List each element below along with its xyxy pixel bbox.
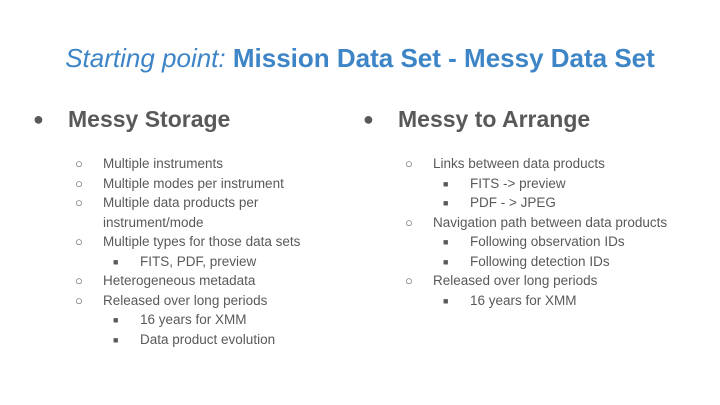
hollow-circle-bullet-icon: ○	[75, 292, 83, 308]
list-item-continuation	[33, 213, 333, 233]
list-item	[33, 232, 333, 252]
square-bullet-icon: ■	[443, 198, 449, 208]
list-item-text: FITS -> preview	[470, 175, 566, 191]
hollow-circle-bullet-icon: ○	[75, 234, 83, 249]
list-subitem	[33, 252, 333, 272]
list-subitem	[363, 291, 663, 311]
list-item	[33, 291, 333, 311]
list-item-text: Multiple types for those data sets	[103, 234, 301, 249]
slide-title	[0, 38, 720, 78]
left-heading-text: Messy Storage	[68, 106, 231, 132]
list-subitem	[33, 330, 333, 350]
left-bullet-list	[33, 154, 333, 349]
square-bullet-icon: ■	[443, 256, 449, 267]
list-subitem	[363, 174, 663, 194]
list-subitem	[363, 252, 663, 272]
list-item	[33, 174, 333, 194]
square-bullet-icon: ■	[443, 237, 449, 247]
list-item-text: Multiple data products per	[103, 195, 259, 210]
list-item-text: Released over long periods	[433, 273, 598, 288]
title-lead: Starting point:	[65, 43, 226, 73]
list-item-text: Heterogeneous metadata	[103, 273, 256, 288]
list-item-text: Released over long periods	[103, 292, 268, 308]
list-item	[33, 154, 333, 174]
list-item-text: 16 years for XMM	[140, 312, 247, 327]
list-item-text: Multiple modes per instrument	[103, 175, 284, 191]
list-item-text: Navigation path between data products	[433, 214, 668, 230]
title-main: Mission Data Set - Messy Data Set	[232, 43, 655, 73]
hollow-circle-bullet-icon: ○	[405, 214, 413, 230]
left-heading	[33, 100, 333, 140]
list-item-text: instrument/mode	[103, 214, 204, 230]
hollow-circle-bullet-icon: ○	[405, 273, 413, 288]
list-item-text: PDF - > JPEG	[470, 195, 556, 210]
list-item	[363, 213, 668, 233]
list-item	[363, 154, 663, 174]
square-bullet-icon: ■	[113, 334, 119, 345]
list-item-text: Following detection IDs	[470, 253, 610, 269]
hollow-circle-bullet-icon: ○	[75, 175, 83, 191]
list-subitem	[363, 193, 663, 213]
list-item-text: 16 years for XMM	[470, 292, 577, 308]
list-item-text: Following observation IDs	[470, 234, 625, 249]
right-column	[363, 100, 668, 308]
list-item-text: Links between data products	[433, 156, 605, 171]
list-subitem	[363, 232, 663, 252]
list-item	[33, 271, 333, 291]
right-heading	[363, 100, 663, 140]
list-subitem	[33, 310, 333, 330]
list-item	[363, 271, 663, 291]
hollow-circle-bullet-icon: ○	[75, 195, 83, 210]
hollow-circle-bullet-icon: ○	[405, 156, 413, 171]
list-item	[33, 193, 333, 213]
hollow-circle-bullet-icon: ○	[75, 156, 83, 171]
square-bullet-icon: ■	[113, 315, 119, 325]
heading-bullet-icon: ●	[363, 109, 374, 129]
square-bullet-icon: ■	[113, 256, 119, 267]
hollow-circle-bullet-icon: ○	[75, 273, 83, 288]
right-bullet-list	[363, 154, 668, 310]
list-item-text: Data product evolution	[140, 331, 276, 347]
list-item-text: FITS, PDF, preview	[140, 253, 257, 269]
square-bullet-icon: ■	[443, 295, 449, 306]
square-bullet-icon: ■	[443, 178, 449, 189]
left-column	[33, 100, 333, 347]
list-item-text: Multiple instruments	[103, 156, 224, 171]
heading-bullet-icon: ●	[33, 109, 44, 129]
right-heading-text: Messy to Arrange	[398, 106, 591, 132]
